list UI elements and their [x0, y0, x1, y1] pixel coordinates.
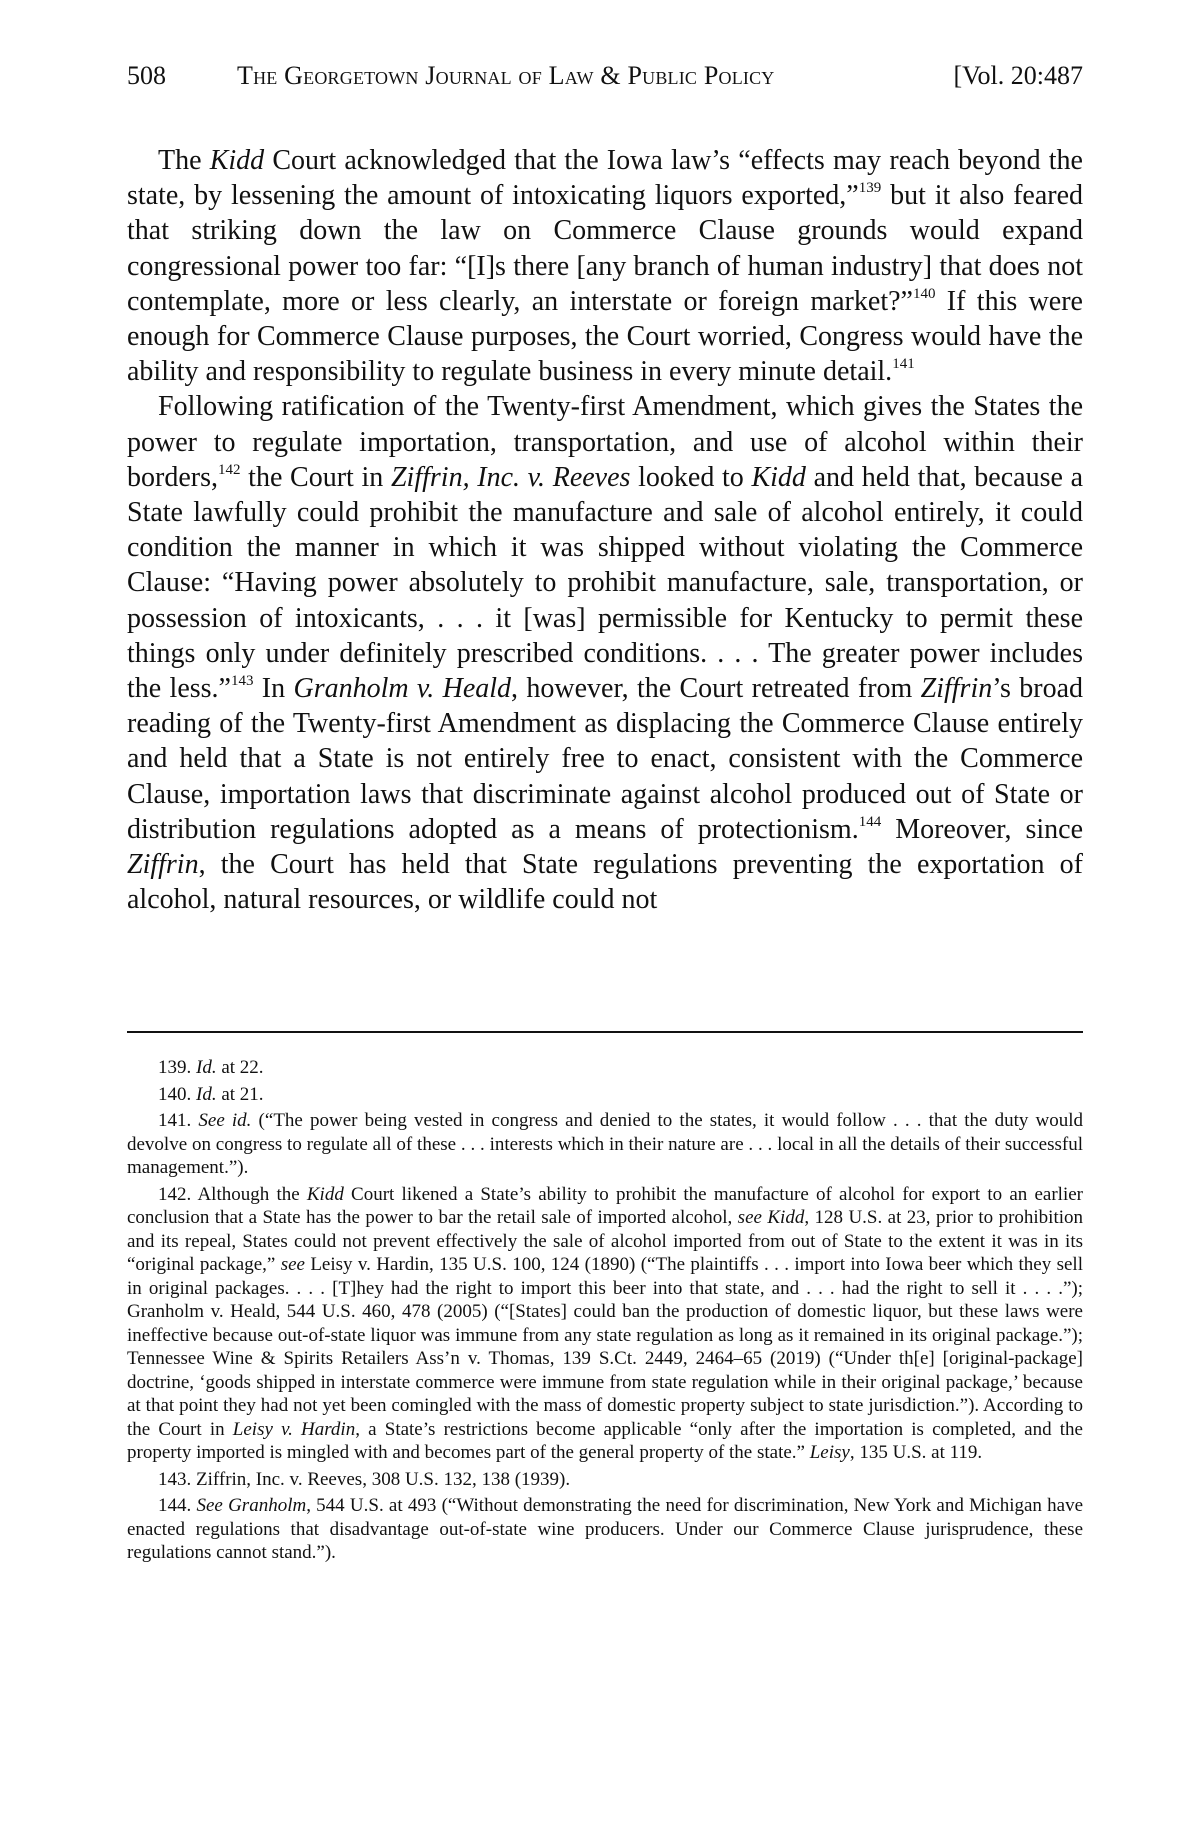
footnote-140	[127, 1083, 1083, 1107]
text-run: Following ratification of the Twenty-first Amendment, which gives the States the power to regulate importation, transportation, and use of alcohol within their borders,	[127, 391, 1083, 493]
citation-signal: See Granholm	[196, 1495, 307, 1516]
citation-signal: see	[280, 1254, 305, 1275]
footnote-number: 141.	[158, 1110, 192, 1131]
footnote-divider	[127, 1031, 1083, 1033]
footnote-143	[127, 1468, 1083, 1492]
text-run: looked to	[630, 461, 752, 493]
footnote-text: , 544 U.S. at 493 (“Without demonstrating the need for discrimination, New York and Michigan have enacted regulations that disadvantage out-of-state wine producers. Under our Commerce Clause jurisprudence, these regulations cannot stand.”).	[127, 1495, 1084, 1563]
text-run: and held that, because a State lawfully could prohibit the manufacture and sale of alcohol entirely, it could condition the manner in which it was shipped without violating the Commerce Clause: “Having power absolutely to prohibit manufacture, sale, transportation, or possession of intoxicants, . . . it [was] permissible for Kentucky to permit these things only under definitely prescribed conditions. . . . The greater power includes the less.”	[127, 461, 1084, 705]
text-run: If this were enough for Commerce Clause purposes, the Court worried, Congress would have the ability and responsibility to regulate business in every minute detail.	[127, 285, 1083, 388]
body-paragraph-1	[127, 143, 1083, 389]
footnote-141	[127, 1109, 1083, 1180]
footnote-text: , a State’s restrictions become applicable “only after the importation is completed, and the property imported is mingled with and becomes part of the general property of the state.”	[127, 1418, 1083, 1463]
text-run: The	[158, 145, 210, 176]
running-header	[127, 56, 1083, 96]
footnote-number: 140.	[158, 1083, 192, 1105]
text-run: , the Court has held that State regulations preventing the exportation of alcohol, natural resources, or wildlife could not	[127, 849, 1083, 916]
text-run: Court acknowledged that the Iowa law’s “effects may reach beyond the state, by lessening the amount of intoxicating liquors exported,”	[127, 145, 1083, 212]
case-name: Kidd	[209, 145, 265, 176]
body-paragraph-2	[127, 389, 1083, 917]
text-run: Moreover, since	[881, 813, 1083, 845]
footnote-text: at 22.	[216, 1057, 264, 1078]
page-number: 508	[127, 61, 166, 90]
footnote-text: Although the	[197, 1183, 307, 1205]
footnote-text: (“The power being vested in congress and denied to the states, it would follow . . . that the duty would devolve on congress to regulate all of these . . . interests which in their nature are . . . local in all the details of their successful management.”).	[127, 1110, 1083, 1178]
journal-title: The Georgetown Journal of Law & Public Policy	[237, 61, 775, 90]
footnote-ref-141[interactable]: 141	[892, 356, 915, 373]
citation-signal: Id.	[196, 1083, 217, 1105]
footnote-139	[127, 1056, 1083, 1080]
footnote-text: at 21.	[216, 1083, 264, 1105]
case-name: Ziffrin	[127, 849, 199, 881]
footnote-ref-142[interactable]: 142	[217, 461, 241, 478]
case-name: Kidd	[751, 461, 806, 493]
footnote-text: , 135 U.S. at 119.	[849, 1442, 983, 1463]
footnote-ref-143[interactable]: 143	[230, 673, 254, 690]
footnote-ref-144[interactable]: 144	[858, 813, 882, 830]
footnote-144	[127, 1494, 1083, 1565]
case-name: Leisy	[809, 1442, 850, 1463]
text-run: but it also feared that striking down the law on Commerce Clause grounds would expand congressional power too far: “[I]s there [any branch of human industry] that does not contemplate, more or less clearly, an interstate or foreign market?”	[127, 180, 1083, 317]
text-run: the Court in	[240, 461, 391, 493]
footnote-number: 143.	[158, 1468, 192, 1490]
text-run: ’s broad reading of the Twenty-first Amendment as displacing the Commerce Clause entirely and held that a State is not entirely free to enact, consistent with the Commerce Clause, importation laws that discriminate against alcohol produced out of State or distribution regulations adopted as a means of protectionism.	[127, 673, 1083, 845]
case-name: Ziffrin, Inc. v. Reeves	[390, 461, 631, 493]
case-name: Leisy v. Hardin	[232, 1418, 356, 1440]
footnote-ref-139[interactable]: 139	[858, 180, 882, 197]
footnote-text: Ziffrin, Inc. v. Reeves, 308 U.S. 132, 138 (1939).	[196, 1468, 571, 1490]
footnote-number: 142.	[158, 1183, 192, 1205]
citation-signal: See id.	[198, 1110, 252, 1131]
footnotes	[127, 1056, 1083, 1568]
case-name: Ziffrin	[920, 673, 993, 705]
footnote-142	[127, 1183, 1083, 1465]
footnote-number: 139.	[158, 1057, 192, 1078]
main-text	[127, 143, 1083, 917]
text-run: In	[253, 673, 294, 705]
case-name: Granholm v. Heald	[293, 673, 512, 705]
case-name: Kidd	[306, 1183, 344, 1205]
footnote-text: Court likened a State’s ability to prohibit the manufacture of alcohol for export to an earlier conclusion that a State has the power to bar the retail sale of imported alcohol,	[127, 1183, 1083, 1228]
citation-signal: see Kidd	[737, 1207, 805, 1228]
volume-citation: [Vol. 20:487	[953, 61, 1083, 90]
footnote-text: , 128 U.S. at 23, prior to prohibition and its repeal, States could not prevent effectively the sale of alcohol imported from out of State to the extent it was in its “original package,”	[127, 1207, 1084, 1275]
footnote-ref-140[interactable]: 140	[912, 285, 936, 302]
footnote-number: 144.	[158, 1495, 192, 1516]
citation-signal: Id.	[196, 1057, 217, 1078]
footnote-text: Leisy v. Hardin, 135 U.S. 100, 124 (1890) (“The plaintiffs . . . import into Iowa beer which they sell in original packages. . . . [T]hey had the right to import this beer into that state, and . . . had the right to sell it . . . .”); Granholm v. Heald, 544 U.S. 460, 478 (2005) (“[States] could ban the production of domestic liquor, but these laws were ineffective because out-of-state liquor was immune from any state regulation as long as it remained in its original package.”); Tennessee Wine & Spirits Retailers Ass’n v. Thomas, 139 S.Ct. 2449, 2464–65 (2019) (“Under th[e] [original-package] doctrine, ‘goods shipped in interstate commerce were immune from state regulation while in their original package,’ because at that point they had not yet been comingled with the mass of domestic property subject to state jurisdiction.”). According to the Court in	[127, 1254, 1083, 1440]
text-run: , however, the Court retreated from	[511, 673, 921, 705]
